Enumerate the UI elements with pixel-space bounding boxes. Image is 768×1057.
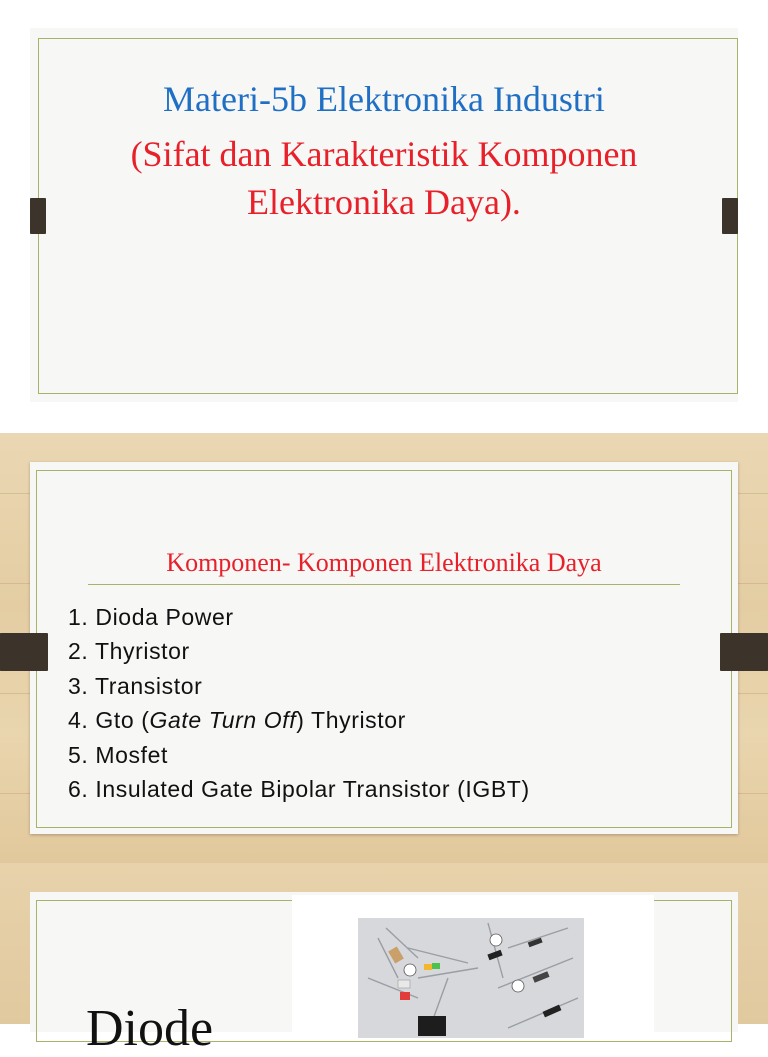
subtitle-line-2: Elektronika Daya). <box>247 182 521 222</box>
slide-3-heading-partial: Diode <box>86 1000 214 1057</box>
card-clip-right <box>720 633 768 671</box>
list-item: 2. Thyristor <box>68 638 190 665</box>
slide-2-heading: Komponen- Komponen Elektronika Daya <box>166 548 602 577</box>
slide-2 <box>0 433 768 863</box>
list-item: 6. Insulated Gate Bipolar Transistor (IGBT) <box>68 775 530 802</box>
list-item: 1. Dioda Power <box>68 604 234 630</box>
slide-2-card <box>30 462 738 834</box>
list-item: 5. Mosfet <box>68 741 169 768</box>
slide-1 <box>30 28 738 402</box>
slide-1-subtitle <box>30 130 738 226</box>
components-illustration <box>358 918 584 1038</box>
heading-divider <box>88 584 680 585</box>
subtitle-line-1: (Sifat dan Karakteristik Komponen <box>130 134 638 174</box>
list-item: 4. Gto (Gate Turn Off) Thyristor <box>68 707 406 734</box>
component-list <box>68 600 530 806</box>
electronic-components-photo-icon <box>358 918 584 1038</box>
italic-term: Gate Turn Off <box>149 707 297 734</box>
photo-panel <box>292 895 654 1035</box>
slide-1-title: Materi-5b Elektronika Industri <box>163 79 605 119</box>
card-clip-left <box>0 633 48 671</box>
slide-3 <box>0 863 768 1057</box>
list-item: 3. Transistor <box>68 672 203 699</box>
